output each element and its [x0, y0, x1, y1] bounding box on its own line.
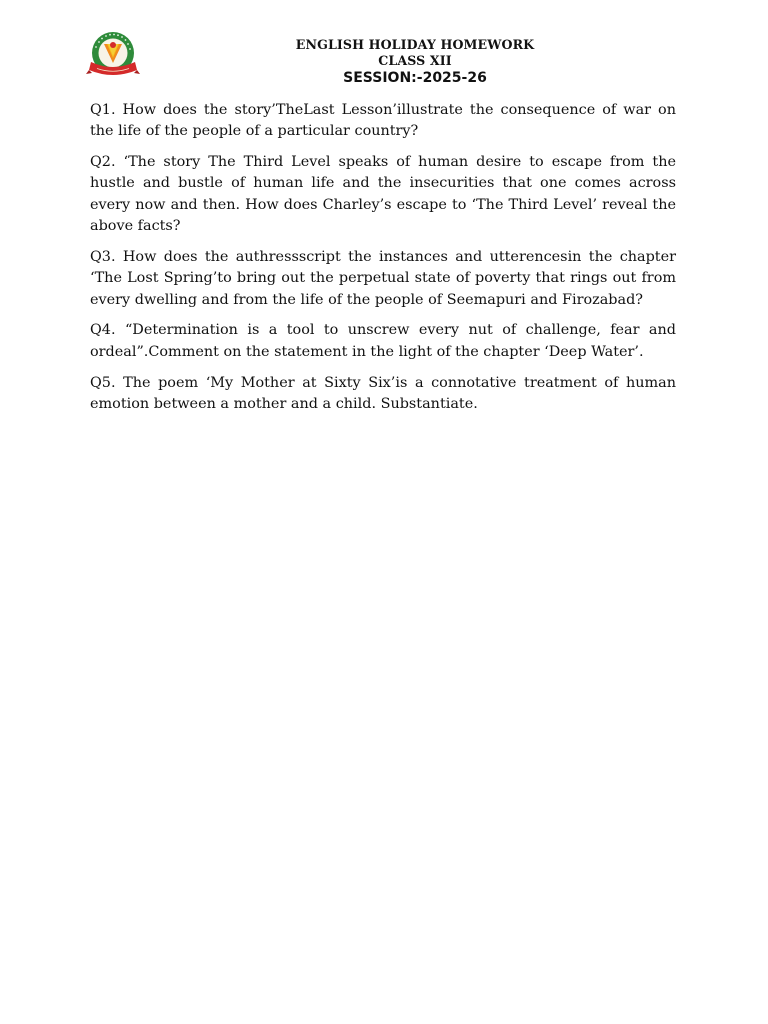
- question-3: Q3. How does the authressscript the instances and utterencesin the chapter ‘The Lost Spring’to bring out the perpetual state of poverty that rings out from every dwelling and from the life of the people of Seemapuri and Firozabad?: [90, 248, 676, 308]
- question-list: [90, 100, 676, 425]
- school-crest-icon: [85, 30, 141, 82]
- school-crest-logo: [85, 30, 141, 82]
- header-class: CLASS XII: [378, 53, 452, 68]
- question-5: Q5. The poem ‘My Mother at Sixty Six’is a connotative treatment of human emotion between a mother and a child. Substantiate.: [90, 374, 676, 412]
- document-header: [210, 37, 620, 87]
- question-2: Q2. ‘The story The Third Level speaks of human desire to escape from the hustle and bustle of human life and the insecurities that one comes across every now and then. How does Charley’s escape to ‘The Third Level’ reveal the above facts?: [90, 154, 676, 235]
- question-4: Q4. “Determination is a tool to unscrew every nut of challenge, fear and ordeal”.Comment on the statement in the light of the chapter ‘Deep Water’.: [90, 322, 676, 360]
- header-title: ENGLISH HOLIDAY HOMEWORK: [295, 37, 535, 52]
- question-1: Q1. How does the story’TheLast Lesson’illustrate the consequence of war on the life of the people of a particular country?: [90, 102, 676, 140]
- header-session: SESSION:-2025-26: [343, 70, 487, 86]
